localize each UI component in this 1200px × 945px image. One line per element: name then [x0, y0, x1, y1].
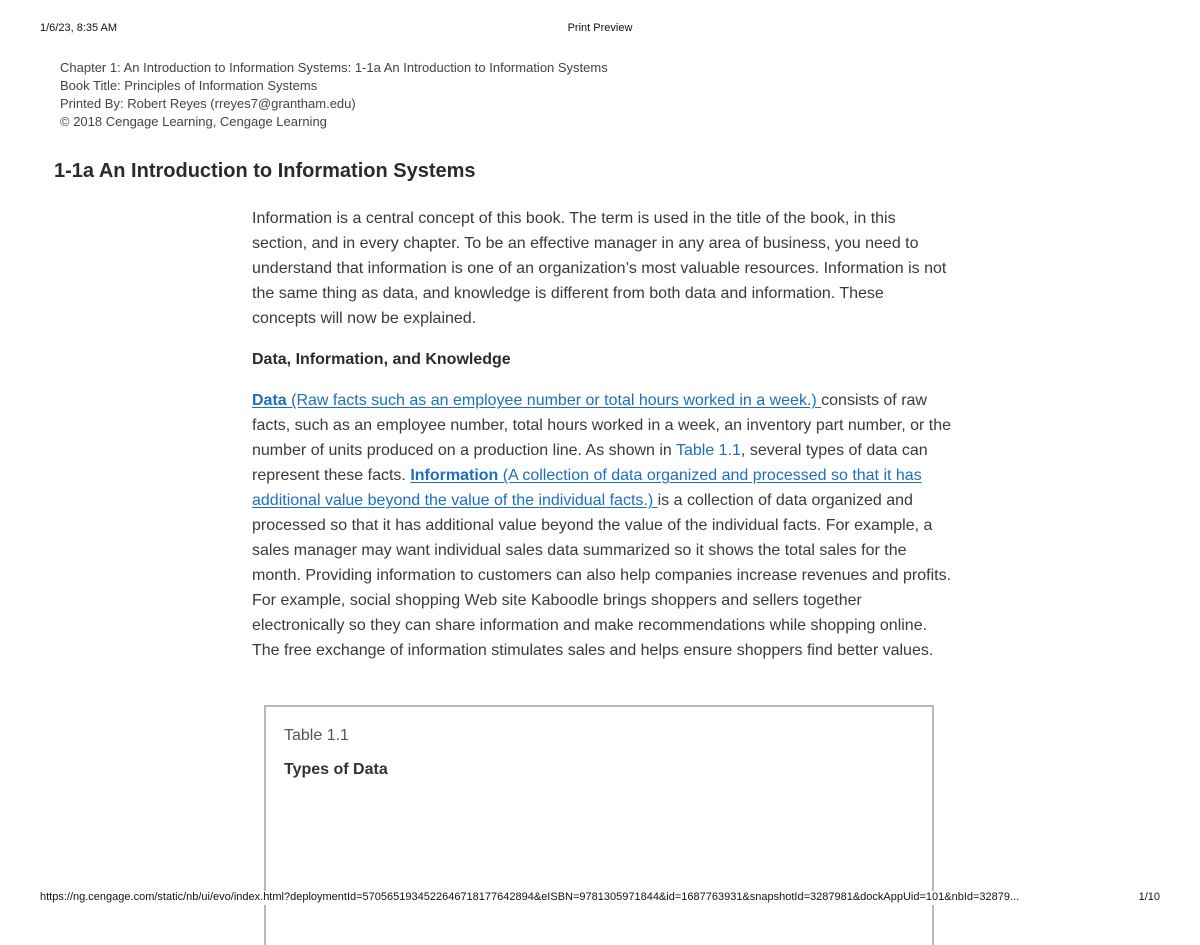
- print-footer: [40, 891, 1160, 905]
- para-text-3: is a collection of data organized and processed so that it has additional value beyond the value of the individual facts. For example, a sales manager may want individual sales data summarized so it shows the total sales for the month. Providing information to customers can also help companies increase revenues and profits. For example, social shopping Web site Kaboodle brings shoppers and sellers together electronically so they can share information and make recommendations while shopping online. The free exchange of information stimulates sales and helps ensure shoppers find better values.: [252, 492, 952, 659]
- term-information-definition: (A collection of data organized and processed so that it has additional value beyond the value of the individual facts.): [252, 467, 922, 509]
- book-metadata: [60, 59, 608, 131]
- table-container: [264, 705, 934, 945]
- term-data: Data: [252, 392, 287, 409]
- page-number: 1/10: [1138, 891, 1160, 903]
- table-reference-link[interactable]: Table 1.1: [675, 442, 741, 459]
- table-caption: Types of Data: [284, 761, 388, 778]
- print-preview-title: Print Preview: [567, 22, 633, 34]
- print-date: 1/6/23, 8:35 AM: [40, 22, 118, 34]
- content-body: [252, 206, 952, 679]
- term-information: Information: [410, 467, 499, 484]
- term-data-definition: (Raw facts such as an employee number or total hours worked in a week.): [286, 392, 822, 409]
- page-url: https://ng.cengage.com/static/nb/ui/evo/index.html?deploymentId=5705651934522646718177642894&eISBN=9781305971844&id=1687763931&snapshotId=3287981&dockAppUid=101&nbId=32879...: [40, 891, 1020, 903]
- book-title-line: Book Title: Principles of Information Systems: [60, 78, 318, 93]
- print-header: [40, 22, 1160, 38]
- subheading: Data, Information, and Knowledge: [252, 351, 511, 368]
- chapter-line: Chapter 1: An Introduction to Information Systems: 1-1a An Introduction to Information Systems: [60, 60, 608, 75]
- para-text-2: , several types of data can represent these facts.: [252, 442, 928, 484]
- printed-by-line: Printed By: Robert Reyes (rreyes7@grantham.edu): [60, 96, 356, 111]
- table-label: Table 1.1: [284, 727, 349, 744]
- term-data-link[interactable]: [252, 392, 821, 409]
- definition-paragraph: [252, 388, 952, 663]
- section-title: 1-1a An Introduction to Information Systems: [54, 160, 476, 182]
- copyright-line: © 2018 Cengage Learning, Cengage Learning: [60, 114, 327, 129]
- para-text-1: consists of raw facts, such as an employee number, total hours worked in a week, an inventory part number, or the number of units produced on a production line. As shown in: [252, 392, 952, 459]
- intro-paragraph: Information is a central concept of this book. The term is used in the title of the book, in this section, and in every chapter. To be an effective manager in any area of business, you need to understand that information is one of an organization’s most valuable resources. Information is not the same thing as data, and knowledge is different from both data and information. These concepts will now be explained.: [252, 210, 947, 327]
